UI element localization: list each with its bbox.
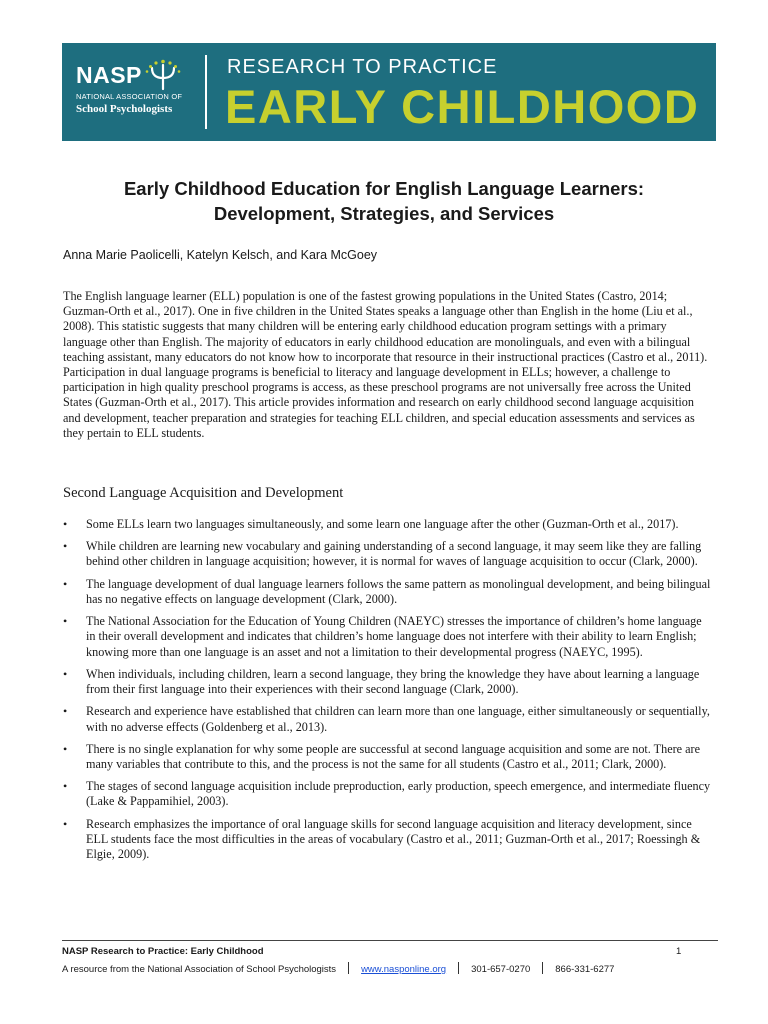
bullet-icon: • — [63, 779, 68, 794]
list-item-text: Research emphasizes the importance of oral language skills for second language acquisition and literacy development, since ELL students face the most difficulties in the areas of vocabulary (Castro et al., 2011; Guzman-Orth et al., 2017; Roessingh & Elgie, 2009). — [86, 816, 701, 862]
logo-subtitle-line2: School Psychologists — [76, 103, 173, 115]
intro-paragraph: The English language learner (ELL) population is one of the fastest growing populations in the United States (Castro, 2014; Guzman-Orth et al., 2017). One in five children in the United States speaks a language other than English in the home (Liu et al., 2008). This statistic suggests that many children will be entering early childhood education program settings with a primary language other than English. The majority of educators in early childhood education are monolinguals, and even with a bilingual teaching assistant, many educators do not know how to incorporate that resource in their instructional practices (Castro et al., 2011). Participation in dual language programs is beneficial to literacy and language development in ELLs; however, a challenge to participation in high quality preschool programs is access, as these preschool programs are not universally free across the United States (Guzman-Orth et al., 2017). This article provides information and research on early childhood second language acquisition and development, teacher preparation and strategies for teaching ELL children, and special education assessments and services as they pertain to ELL students. — [63, 289, 708, 440]
bullet-icon: • — [63, 666, 68, 681]
phone-number-tollfree: 866-331-6277 — [555, 964, 615, 975]
footer-contact-line — [62, 962, 722, 975]
phone-number: 301-657-0270 — [471, 964, 531, 975]
list-item — [63, 539, 713, 569]
footer-resource-text: A resource from the National Association of School Psychologists — [62, 964, 337, 975]
list-item-text: The language development of dual language learners follows the same pattern as monolingual development, and being bilingual has no negative effects on language development (Clark, 2000). — [86, 576, 711, 606]
list-item — [63, 742, 713, 772]
bullet-icon: • — [63, 576, 68, 591]
document-title — [62, 176, 706, 226]
header-banner — [62, 43, 716, 141]
logo-subtitle-line1: NATIONAL ASSOCIATION OF — [76, 92, 183, 101]
section-heading: Second Language Acquisition and Development — [63, 485, 344, 501]
list-item — [63, 667, 713, 697]
logo-wordmark: NASP — [76, 62, 142, 88]
list-item — [63, 704, 713, 734]
psi-sunburst-icon — [143, 59, 183, 91]
website-link[interactable]: www.nasponline.org — [361, 964, 447, 975]
bullet-icon: • — [63, 539, 68, 554]
bullet-icon: • — [63, 704, 68, 719]
bullet-icon: • — [63, 741, 68, 756]
list-item-text: The stages of second language acquisition include preproduction, early production, speech emergence, and intermediate fluency (Lake & Pappamihiel, 2003). — [86, 779, 711, 809]
list-item-text: The National Association for the Education of Young Children (NAEYC) stresses the importance of children’s home language in their overall development and indicates that children’s home language does not interfere with their ability to learn English; knowing more than one language is an asset and not a limitation to their developmental progress (NAEYC, 1995). — [86, 614, 702, 659]
bullet-icon: • — [63, 816, 68, 831]
list-item — [63, 577, 713, 607]
footer-separator — [348, 962, 349, 974]
list-item — [63, 779, 713, 809]
footer-separator — [458, 962, 459, 974]
banner-kicker: RESEARCH TO PRACTICE — [227, 56, 498, 78]
bullet-icon: • — [63, 614, 68, 629]
nasp-logo[interactable] — [76, 61, 226, 125]
banner-divider — [205, 55, 207, 129]
page-number: 1 — [676, 946, 682, 957]
list-item — [63, 614, 713, 659]
banner-title: EARLY CHILDHOOD — [225, 80, 700, 133]
document-title-line1: Early Childhood Education for English Language Learners: — [123, 178, 645, 199]
list-item-text: Some ELLs learn two languages simultaneously, and some learn one language after the other (Guzman-Orth et al., 2017). — [86, 517, 679, 531]
footer-divider — [62, 940, 718, 941]
list-item — [63, 517, 713, 532]
footer-separator — [542, 962, 543, 974]
list-item-text: When individuals, including children, learn a second language, they bring the knowledge they have about learning a language from their first language into their experiences with their second language (Clark, 2000). — [86, 666, 700, 697]
author-list: Anna Marie Paolicelli, Katelyn Kelsch, and Kara McGoey — [63, 248, 378, 262]
list-item-text: There is no single explanation for why some people are successful at second language acquisition and some are not. There are many variables that contribute to this, and the process is not the same for all students (Castro et al., 2011; Clark, 2000). — [86, 741, 701, 771]
bullet-icon: • — [63, 517, 68, 531]
footer-title: NASP Research to Practice: Early Childhood — [62, 946, 264, 957]
document-title-line2: Development, Strategies, and Services — [213, 203, 555, 224]
list-item — [63, 817, 713, 862]
list-item-text: Research and experience have established that children can learn more than one language, either simultaneously or sequentially, with no adverse effects (Goldenberg et al., 2013). — [86, 704, 710, 734]
bullet-list — [63, 517, 713, 869]
list-item-text: While children are learning new vocabulary and gaining understanding of a second language, it may seem like they are falling behind other children in language acquisition; however, it is normal for waves of language acquisition to occur (Clark, 2000). — [86, 539, 702, 569]
